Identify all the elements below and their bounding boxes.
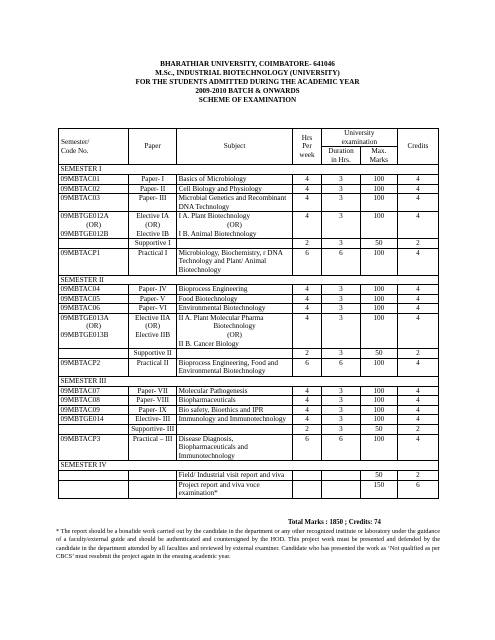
- code-cell: 09MBTACP1: [59, 248, 129, 275]
- paper-cell: [129, 470, 177, 480]
- table-row: [59, 304, 439, 314]
- batch-note: 2009-2010 BATCH & ONWARDS: [195, 87, 300, 95]
- credits-cell: 4: [397, 194, 438, 212]
- hrs-cell: [293, 480, 322, 498]
- semester-row: [59, 377, 439, 387]
- code-cell: 09MBTACP3: [59, 434, 129, 461]
- paper-cell: Elective- III: [129, 415, 177, 425]
- university-title: BHARATHIAR UNIVERSITY, COIMBATORE- 641046: [160, 60, 335, 68]
- max-marks-cell: 100: [360, 294, 397, 304]
- code-cell: 09MBTAC03: [59, 194, 129, 212]
- code-cell: 09MBTGE013A (OR) 09MBTGE013B: [59, 313, 129, 348]
- hrs-cell: 4: [293, 174, 322, 184]
- hrs-cell: 4: [293, 304, 322, 314]
- max-marks-cell: 100: [360, 396, 397, 406]
- hrs-cell: 4: [293, 415, 322, 425]
- subject-cell: [177, 425, 293, 435]
- max-marks-cell: 100: [360, 405, 397, 415]
- col-header-university-exam: University examination: [321, 129, 397, 147]
- semester-row: [59, 461, 439, 471]
- duration-cell: 3: [321, 212, 360, 239]
- duration-cell: 6: [321, 434, 360, 461]
- credits-cell: 4: [397, 248, 438, 275]
- duration-cell: 3: [321, 349, 360, 359]
- paper-cell: Elective IIA (OR) Elective IIB: [129, 313, 177, 348]
- scheme-title: SCHEME OF EXAMINATION: [198, 96, 297, 104]
- subject-cell: Disease Diagnosis, Biopharmaceuticals and Immunotechnology: [177, 434, 293, 461]
- table-row: [59, 212, 439, 239]
- duration-cell: 3: [321, 184, 360, 194]
- code-cell: 09MBTAC01: [59, 174, 129, 184]
- hrs-cell: 2: [293, 239, 322, 249]
- table-row: [59, 248, 439, 275]
- credits-cell: 6: [397, 480, 438, 498]
- duration-cell: 3: [321, 405, 360, 415]
- paper-cell: [129, 480, 177, 498]
- table-header-row: [59, 129, 439, 147]
- credits-cell: 2: [397, 425, 438, 435]
- code-cell: 09MBTAC02: [59, 184, 129, 194]
- subject-cell: Bio safety, Bioethics and IPR: [177, 405, 293, 415]
- hrs-cell: 4: [293, 294, 322, 304]
- col-header-semester: Semester/ Code No.: [59, 129, 129, 165]
- subject-cell: Microbiology, Biochemistry, r DNA Technology and Plant/ Animal Biotechnology: [177, 248, 293, 275]
- max-marks-cell: 100: [360, 415, 397, 425]
- duration-cell: 6: [321, 248, 360, 275]
- credits-cell: 2: [397, 239, 438, 249]
- max-marks-cell: 50: [360, 470, 397, 480]
- credits-cell: 4: [397, 294, 438, 304]
- table-row: [59, 480, 439, 498]
- subject-cell: Immunology and Immunotechnology: [177, 415, 293, 425]
- code-cell: 09MBTGE014: [59, 415, 129, 425]
- code-cell: 09MBTAC08: [59, 396, 129, 406]
- max-marks-cell: 100: [360, 358, 397, 376]
- duration-cell: 3: [321, 304, 360, 314]
- credits-cell: 4: [397, 434, 438, 461]
- subject-cell: Field/ Industrial visit report and viva: [177, 470, 293, 480]
- credits-cell: 4: [397, 285, 438, 295]
- subject-cell: I A. Plant Biotechnology (OR) I B. Animal Biotechnology: [177, 212, 293, 239]
- code-cell: 09MBTAC07: [59, 386, 129, 396]
- duration-cell: 3: [321, 239, 360, 249]
- semester-row: [59, 165, 439, 175]
- semester-label: SEMESTER IV: [59, 461, 439, 471]
- hrs-cell: 4: [293, 194, 322, 212]
- subject-cell: Biopharmaceuticals: [177, 396, 293, 406]
- paper-cell: Paper- III: [129, 194, 177, 212]
- duration-cell: 3: [321, 425, 360, 435]
- max-marks-cell: 100: [360, 386, 397, 396]
- hrs-cell: 4: [293, 396, 322, 406]
- code-cell: 09MBTACP2: [59, 358, 129, 376]
- code-cell: 09MBTAC05: [59, 294, 129, 304]
- table-row: [59, 174, 439, 184]
- subject-cell: Project report and viva voce examination*: [177, 480, 293, 498]
- code-cell: 09MBTAC06: [59, 304, 129, 314]
- max-marks-cell: 100: [360, 304, 397, 314]
- table-row: [59, 434, 439, 461]
- code-cell: [59, 470, 129, 480]
- hrs-cell: 6: [293, 434, 322, 461]
- max-marks-cell: 100: [360, 194, 397, 212]
- table-row: [59, 425, 439, 435]
- paper-cell: Paper- IX: [129, 405, 177, 415]
- paper-cell: Paper- VIII: [129, 396, 177, 406]
- duration-cell: 3: [321, 396, 360, 406]
- subject-cell: Basics of Microbiology: [177, 174, 293, 184]
- credits-cell: 4: [397, 304, 438, 314]
- semester-label: SEMESTER II: [59, 275, 439, 285]
- hrs-cell: 4: [293, 313, 322, 348]
- credits-cell: 4: [397, 415, 438, 425]
- hrs-cell: [293, 470, 322, 480]
- subject-cell: Bioprocess Engineering, Food and Environmental Biotechnology: [177, 358, 293, 376]
- table-row: [59, 194, 439, 212]
- code-cell: 09MBTAC09: [59, 405, 129, 415]
- table-row: [59, 294, 439, 304]
- max-marks-cell: 100: [360, 285, 397, 295]
- paper-cell: Paper- V: [129, 294, 177, 304]
- semester-label: SEMESTER III: [59, 377, 439, 387]
- paper-cell: Paper- I: [129, 174, 177, 184]
- hrs-cell: 2: [293, 425, 322, 435]
- table-row: [59, 415, 439, 425]
- max-marks-cell: 150: [360, 480, 397, 498]
- subject-cell: Environmental Biotechnology: [177, 304, 293, 314]
- max-marks-cell: 50: [360, 349, 397, 359]
- paper-cell: Supportive II: [129, 349, 177, 359]
- subject-cell: Microbial Genetics and Recombinant DNA Technology: [177, 194, 293, 212]
- hrs-cell: 4: [293, 285, 322, 295]
- duration-cell: [321, 480, 360, 498]
- table-row: [59, 358, 439, 376]
- code-cell: [59, 425, 129, 435]
- col-header-duration: Duration in Hrs.: [321, 147, 360, 165]
- code-cell: 09MBTAC04: [59, 285, 129, 295]
- paper-cell: Practical I: [129, 248, 177, 275]
- max-marks-cell: 100: [360, 313, 397, 348]
- table-row: [59, 405, 439, 415]
- max-marks-cell: 100: [360, 174, 397, 184]
- subject-cell: [177, 349, 293, 359]
- project-footnote: * The report should be a bonafide work carried out by the candidate in the department or any other recognized institute or laboratory under the guidance of a faculty/external guide and should be authenticated and countersigned by the HOD. This project work must be presented and defended by the candidate in the department attended by all faculties and reviewed by external examiner. Candidate who has presented the work as ‘Not qualified as per CBCS’ must resubmit the project again in the ensuing academic year.: [56, 528, 440, 561]
- code-cell: 09MBTGE012A (OR) 09MBTGE012B: [59, 212, 129, 239]
- max-marks-cell: 100: [360, 434, 397, 461]
- paper-cell: Paper- IV: [129, 285, 177, 295]
- subject-cell: Food Biotechnology: [177, 294, 293, 304]
- table-row: [59, 285, 439, 295]
- duration-cell: 3: [321, 294, 360, 304]
- max-marks-cell: 50: [360, 239, 397, 249]
- hrs-cell: 2: [293, 349, 322, 359]
- table-row: [59, 470, 439, 480]
- max-marks-cell: 50: [360, 425, 397, 435]
- paper-cell: Practical II: [129, 358, 177, 376]
- hrs-cell: 4: [293, 184, 322, 194]
- total-marks-credits: Total Marks : 1850 ; Credits: 74: [288, 519, 381, 526]
- credits-cell: 4: [397, 358, 438, 376]
- credits-cell: 2: [397, 349, 438, 359]
- col-header-subject: Subject: [177, 129, 293, 165]
- paper-cell: Elective IA (OR) Elective IB: [129, 212, 177, 239]
- table-row: [59, 184, 439, 194]
- semester-label: SEMESTER I: [59, 165, 439, 175]
- scheme-table: [58, 128, 439, 499]
- subject-cell: II A. Plant Molecular Pharma Biotechnology (OR) II B. Cancer Biology: [177, 313, 293, 348]
- credits-cell: 4: [397, 174, 438, 184]
- max-marks-cell: 100: [360, 248, 397, 275]
- hrs-cell: 6: [293, 248, 322, 275]
- subject-cell: [177, 239, 293, 249]
- admission-note: FOR THE STUDENTS ADMITTED DURING THE ACADEMIC YEAR: [135, 78, 360, 86]
- duration-cell: 3: [321, 415, 360, 425]
- table-row: [59, 349, 439, 359]
- credits-cell: 4: [397, 313, 438, 348]
- duration-cell: 6: [321, 358, 360, 376]
- duration-cell: [321, 470, 360, 480]
- hrs-cell: 4: [293, 212, 322, 239]
- credits-cell: 2: [397, 470, 438, 480]
- hrs-cell: 4: [293, 386, 322, 396]
- semester-row: [59, 275, 439, 285]
- col-header-paper: Paper: [129, 129, 177, 165]
- code-cell: [59, 239, 129, 249]
- table-row: [59, 313, 439, 348]
- table-row: [59, 386, 439, 396]
- paper-cell: Supportive I: [129, 239, 177, 249]
- paper-cell: Paper- VI: [129, 304, 177, 314]
- credits-cell: 4: [397, 212, 438, 239]
- paper-cell: Supportive- III: [129, 425, 177, 435]
- duration-cell: 3: [321, 313, 360, 348]
- duration-cell: 3: [321, 174, 360, 184]
- table-row: [59, 239, 439, 249]
- col-header-max-marks: Max. Marks: [360, 147, 397, 165]
- duration-cell: 3: [321, 386, 360, 396]
- credits-cell: 4: [397, 184, 438, 194]
- paper-cell: Paper- II: [129, 184, 177, 194]
- paper-cell: Paper- VII: [129, 386, 177, 396]
- hrs-cell: 4: [293, 405, 322, 415]
- programme-title: M.Sc., INDUSTRIAL BIOTECHNOLOGY (UNIVERSITY): [155, 69, 340, 77]
- max-marks-cell: 100: [360, 212, 397, 239]
- duration-cell: 3: [321, 285, 360, 295]
- credits-cell: 4: [397, 396, 438, 406]
- hrs-cell: 6: [293, 358, 322, 376]
- table-row: [59, 396, 439, 406]
- duration-cell: 3: [321, 194, 360, 212]
- subject-cell: Bioprocess Engineering: [177, 285, 293, 295]
- max-marks-cell: 100: [360, 184, 397, 194]
- subject-cell: Molecular Pathogenesis: [177, 386, 293, 396]
- col-header-credits: Credits: [397, 129, 438, 165]
- code-cell: [59, 480, 129, 498]
- paper-cell: Practical – III: [129, 434, 177, 461]
- credits-cell: 4: [397, 386, 438, 396]
- subject-cell: Cell Biology and Physiology: [177, 184, 293, 194]
- credits-cell: 4: [397, 405, 438, 415]
- code-cell: [59, 349, 129, 359]
- col-header-hrs: Hrs Per week: [293, 129, 322, 165]
